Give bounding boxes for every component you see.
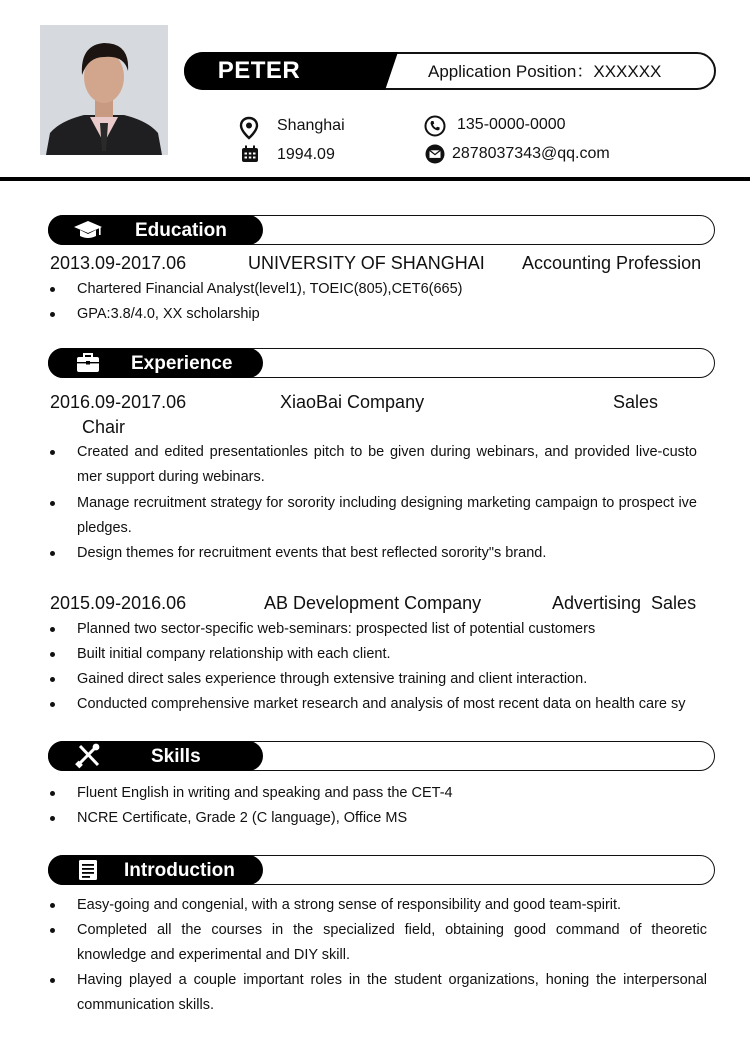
document-icon	[72, 855, 104, 885]
job-role: Sales	[613, 392, 659, 412]
list-item: Built initial company relationship with each client.	[77, 642, 391, 667]
job-role: Advertising Sales	[552, 593, 697, 613]
list-item: Chartered Financial Analyst(level1), TOEIC(805),CET6(665)	[77, 277, 463, 302]
list-item: Completed all the courses in the specialized field, obtaining good command of theoretic knowledge and experimental and DIY skill.	[77, 918, 707, 968]
list-item: Planned two sector-specific web-seminars: prospected list of potential customers	[77, 617, 595, 642]
phone-number: 135-0000-0000	[457, 116, 566, 133]
experience-title: Experience	[131, 353, 233, 374]
list-item: NCRE Certificate, Grade 2 (C language), Office MS	[77, 806, 407, 831]
education-school: UNIVERSITY OF SHANGHAI	[248, 253, 485, 273]
list-item: Design themes for recruitment events that best reflected sorority"s brand.	[77, 541, 546, 566]
list-item: Manage recruitment strategy for sorority including designing marketing campaign to prospect ive pledges.	[77, 491, 697, 541]
job-role-continued: Chair	[82, 417, 126, 437]
tools-icon	[72, 741, 104, 771]
header-divider	[0, 177, 750, 181]
graduation-cap-icon	[72, 215, 104, 245]
application-position: Application Position：XXXXXX	[428, 62, 662, 81]
email-address: 2878037343@qq.com	[452, 145, 610, 162]
job-date: 2015.09-2016.06	[50, 593, 187, 613]
briefcase-icon	[72, 348, 104, 378]
education-major: Accounting Profession	[522, 253, 702, 273]
calendar-icon	[241, 145, 259, 163]
list-item: Conducted comprehensive market research and analysis of most recent data on health care sy	[77, 692, 686, 717]
list-item: Easy-going and congenial, with a strong sense of responsibility and good team-spirit.	[77, 893, 621, 918]
list-item: Gained direct sales experience through extensive training and client interaction.	[77, 667, 587, 692]
skills-title: Skills	[151, 746, 201, 767]
city: Shanghai	[277, 117, 345, 134]
list-item: Created and edited presentationles pitch to be given during webinars, and provided live-custo mer support during webinars.	[77, 440, 697, 490]
list-item: Fluent English in writing and speaking and pass the CET-4	[77, 781, 453, 806]
list-item: Having played a couple important roles in the student organizations, honing the interpersonal communication skills.	[77, 968, 707, 1018]
candidate-name: PETER	[217, 57, 301, 84]
job-company: AB Development Company	[264, 593, 482, 613]
email-icon	[425, 144, 445, 164]
job-date: 2016.09-2017.06	[50, 392, 187, 412]
birth-date: 1994.09	[277, 146, 335, 163]
profile-photo	[40, 25, 168, 155]
job-company: XiaoBai Company	[280, 392, 425, 412]
portrait-image	[40, 25, 168, 155]
introduction-title: Introduction	[124, 860, 235, 881]
phone-icon	[424, 115, 446, 137]
location-pin-icon	[238, 116, 260, 140]
education-title: Education	[135, 220, 227, 241]
education-date: 2013.09-2017.06	[50, 253, 187, 273]
list-item: GPA:3.8/4.0, XX scholarship	[77, 302, 260, 327]
